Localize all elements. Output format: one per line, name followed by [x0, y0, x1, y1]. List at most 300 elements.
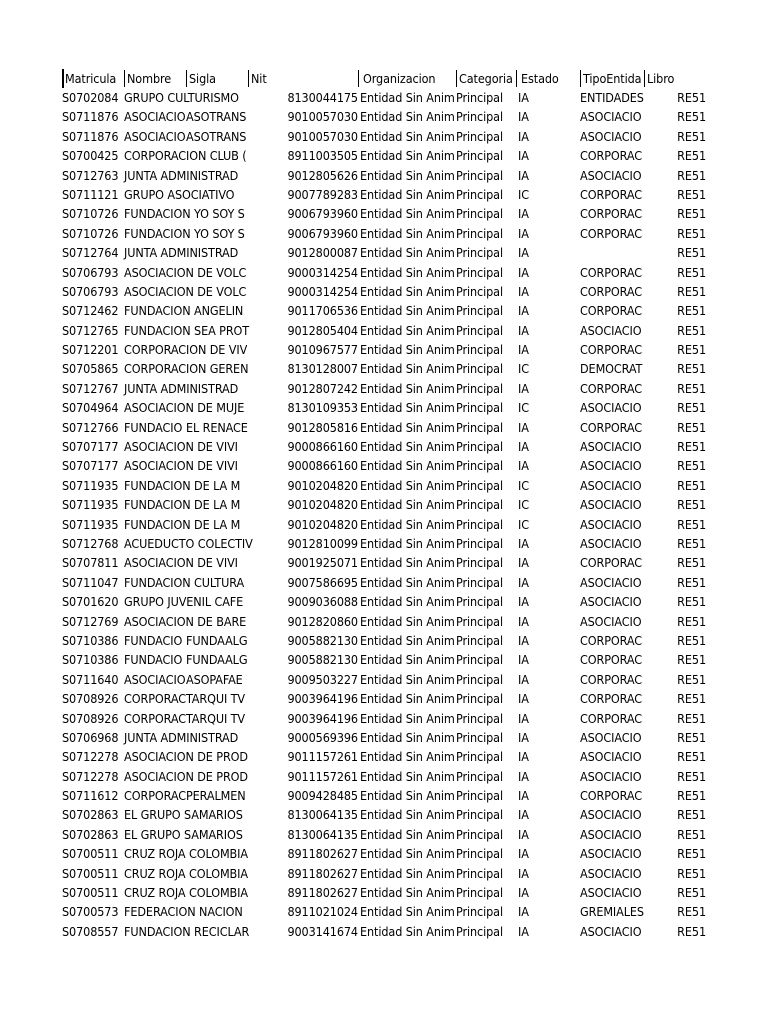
cell-libro[interactable]: RE51	[677, 322, 706, 338]
cell-nombre[interactable]: GRUPO JUVENIL CAFE	[124, 594, 244, 610]
cell-estado[interactable]: IA	[518, 439, 529, 455]
cell-libro[interactable]: RE51	[677, 361, 706, 377]
cell-organizacion[interactable]: Entidad Sin Anim	[360, 90, 455, 105]
cell-tipoentidad[interactable]: ASOCIACIO	[580, 923, 642, 939]
cell-nit[interactable]: 9009036088	[287, 594, 358, 610]
header-tipoentidad[interactable]: TipoEntida	[581, 70, 645, 87]
cell-estado[interactable]: IA	[518, 749, 529, 765]
cell-nit[interactable]: 8911802627	[287, 846, 358, 862]
cell-nit[interactable]: 9010204820	[287, 516, 358, 532]
cell-libro[interactable]: RE51	[677, 90, 706, 105]
header-nombre[interactable]: Nombre	[125, 70, 187, 87]
cell-libro[interactable]: RE51	[677, 632, 706, 648]
cell-libro[interactable]: RE51	[677, 788, 706, 804]
cell-categoria[interactable]: Principal	[456, 380, 504, 396]
cell-sigla[interactable]	[186, 825, 248, 844]
cell-sigla[interactable]: FUNDAALG	[186, 652, 248, 668]
cell-categoria[interactable]: Principal	[456, 303, 504, 319]
cell-sigla[interactable]: ASOTRANS	[186, 128, 247, 144]
cell-libro[interactable]: RE51	[677, 923, 706, 939]
cell-estado[interactable]: IA	[518, 128, 529, 144]
cell-matricula[interactable]: S0710726	[62, 206, 119, 222]
cell-categoria[interactable]: Principal	[456, 419, 504, 435]
cell-categoria[interactable]: Principal	[456, 632, 504, 648]
cell-sigla[interactable]	[186, 146, 248, 165]
cell-sigla[interactable]	[186, 282, 248, 301]
cell-matricula[interactable]: S0712766	[62, 419, 119, 435]
cell-sigla[interactable]: ASOPAFAE	[186, 671, 243, 687]
cell-nombre[interactable]: ASOCIACION DE BARE	[124, 613, 247, 629]
cell-libro[interactable]: RE51	[677, 439, 706, 455]
cell-categoria[interactable]: Principal	[456, 361, 504, 377]
cell-libro[interactable]: RE51	[677, 380, 706, 396]
cell-matricula[interactable]: S0711047	[62, 574, 119, 590]
cell-nombre[interactable]: FUNDACIO	[124, 632, 183, 648]
cell-sigla[interactable]	[186, 553, 248, 572]
cell-libro[interactable]: RE51	[677, 613, 706, 629]
cell-organizacion[interactable]: Entidad Sin Anim	[360, 904, 455, 920]
cell-libro[interactable]: RE51	[677, 206, 706, 222]
cell-estado[interactable]: IA	[518, 846, 529, 862]
cell-tipoentidad[interactable]: ASOCIACIO	[580, 167, 642, 183]
cell-nombre[interactable]: CORPORACION GEREN	[124, 361, 249, 377]
cell-libro[interactable]: RE51	[677, 865, 706, 881]
cell-sigla[interactable]	[186, 263, 248, 282]
cell-matricula[interactable]: S0710386	[62, 652, 119, 668]
cell-organizacion[interactable]: Entidad Sin Anim	[360, 923, 455, 939]
cell-nit[interactable]: 8130109353	[287, 400, 358, 416]
cell-organizacion[interactable]: Entidad Sin Anim	[360, 691, 455, 707]
cell-libro[interactable]: RE51	[677, 264, 706, 280]
cell-nit[interactable]: 8911021024	[287, 904, 358, 920]
cell-organizacion[interactable]: Entidad Sin Anim	[360, 671, 455, 687]
cell-matricula[interactable]: S0707811	[62, 555, 119, 571]
cell-estado[interactable]: IA	[518, 458, 529, 474]
cell-nit[interactable]: 9005882130	[287, 652, 358, 668]
cell-nombre[interactable]: FUNDACION DE LA M	[124, 477, 241, 493]
cell-libro[interactable]: RE51	[677, 148, 706, 164]
cell-categoria[interactable]: Principal	[456, 691, 504, 707]
cell-organizacion[interactable]: Entidad Sin Anim	[360, 826, 455, 842]
cell-libro[interactable]: RE51	[677, 807, 706, 823]
cell-nit[interactable]: 9010057030	[287, 109, 358, 125]
cell-tipoentidad[interactable]: ASOCIACIO	[580, 885, 642, 901]
cell-tipoentidad[interactable]: CORPORAC	[580, 283, 642, 299]
cell-matricula[interactable]: S0712765	[62, 322, 119, 338]
cell-tipoentidad[interactable]: CORPORAC	[580, 652, 642, 668]
cell-tipoentidad[interactable]: CORPORAC	[580, 225, 642, 241]
cell-nombre[interactable]: CORPORACION DE VIV	[124, 342, 248, 358]
cell-tipoentidad[interactable]: CORPORAC	[580, 788, 642, 804]
cell-categoria[interactable]: Principal	[456, 729, 504, 745]
cell-matricula[interactable]: S0711935	[62, 477, 119, 493]
cell-organizacion[interactable]: Entidad Sin Anim	[360, 419, 455, 435]
cell-nit[interactable]: 9001925071	[287, 555, 358, 571]
cell-categoria[interactable]: Principal	[456, 497, 504, 513]
cell-tipoentidad[interactable]: ASOCIACIO	[580, 458, 642, 474]
cell-sigla[interactable]	[186, 573, 248, 592]
cell-matricula[interactable]: S0700511	[62, 865, 119, 881]
cell-categoria[interactable]: Principal	[456, 535, 504, 551]
cell-matricula[interactable]: S0708926	[62, 691, 119, 707]
cell-categoria[interactable]: Principal	[456, 768, 504, 784]
cell-organizacion[interactable]: Entidad Sin Anim	[360, 788, 455, 804]
cell-estado[interactable]: IC	[518, 361, 529, 377]
cell-sigla[interactable]	[186, 243, 248, 262]
cell-nombre[interactable]: CRUZ ROJA COLOMBIA	[124, 885, 248, 901]
cell-nombre[interactable]: ASOCIACIO	[124, 109, 186, 125]
cell-estado[interactable]: IA	[518, 167, 529, 183]
cell-nombre[interactable]: FUNDACIO	[124, 419, 183, 435]
cell-categoria[interactable]: Principal	[456, 671, 504, 687]
cell-estado[interactable]: IA	[518, 148, 529, 164]
cell-tipoentidad[interactable]: CORPORAC	[580, 671, 642, 687]
cell-tipoentidad[interactable]: CORPORAC	[580, 380, 642, 396]
cell-nit[interactable]: 9000314254	[287, 264, 358, 280]
cell-sigla[interactable]	[186, 728, 248, 747]
cell-estado[interactable]: IC	[518, 516, 529, 532]
cell-libro[interactable]: RE51	[677, 342, 706, 358]
cell-tipoentidad[interactable]: ASOCIACIO	[580, 846, 642, 862]
cell-nombre[interactable]: ASOCIACION DE VIVI	[124, 439, 238, 455]
cell-sigla[interactable]	[186, 166, 248, 185]
cell-estado[interactable]: IA	[518, 303, 529, 319]
cell-sigla[interactable]	[186, 747, 248, 766]
cell-matricula[interactable]: S0701620	[62, 594, 119, 610]
cell-nit[interactable]: 9011706536	[287, 303, 358, 319]
cell-matricula[interactable]: S0710726	[62, 225, 119, 241]
cell-sigla[interactable]	[186, 224, 248, 243]
cell-matricula[interactable]: S0707177	[62, 439, 119, 455]
cell-matricula[interactable]: S0702863	[62, 826, 119, 842]
cell-matricula[interactable]: S0712763	[62, 167, 119, 183]
cell-matricula[interactable]: S0705865	[62, 361, 119, 377]
cell-nit[interactable]: 9007789283	[287, 186, 358, 202]
cell-estado[interactable]: IC	[518, 477, 529, 493]
cell-categoria[interactable]: Principal	[456, 439, 504, 455]
cell-sigla[interactable]: ASOTRANS	[186, 109, 247, 125]
cell-sigla[interactable]	[186, 612, 248, 631]
cell-organizacion[interactable]: Entidad Sin Anim	[360, 322, 455, 338]
cell-organizacion[interactable]: Entidad Sin Anim	[360, 361, 455, 377]
cell-sigla[interactable]: TARQUI TV	[186, 691, 246, 707]
cell-nombre[interactable]: FUNDACION ANGELIN	[124, 303, 244, 319]
cell-nit[interactable]: 9000314254	[287, 283, 358, 299]
cell-categoria[interactable]: Principal	[456, 225, 504, 241]
cell-nombre[interactable]: FEDERACION NACION	[124, 904, 243, 920]
cell-nombre[interactable]: FUNDACION RECICLAR	[124, 923, 250, 939]
cell-libro[interactable]: RE51	[677, 768, 706, 784]
cell-estado[interactable]: IA	[518, 206, 529, 222]
cell-estado[interactable]: IA	[518, 245, 529, 261]
cell-estado[interactable]: IA	[518, 865, 529, 881]
cell-nit[interactable]: 8130044175	[287, 90, 358, 105]
cell-sigla[interactable]	[186, 301, 248, 320]
cell-categoria[interactable]: Principal	[456, 923, 504, 939]
cell-nombre[interactable]: JUNTA ADMINISTRAD	[124, 380, 239, 396]
cell-matricula[interactable]: S0704964	[62, 400, 119, 416]
cell-libro[interactable]: RE51	[677, 652, 706, 668]
cell-categoria[interactable]: Principal	[456, 613, 504, 629]
cell-tipoentidad[interactable]: ASOCIACIO	[580, 109, 642, 125]
cell-organizacion[interactable]: Entidad Sin Anim	[360, 632, 455, 648]
cell-nit[interactable]: 9000866160	[287, 458, 358, 474]
cell-tipoentidad[interactable]: CORPORAC	[580, 419, 642, 435]
cell-categoria[interactable]: Principal	[456, 322, 504, 338]
cell-libro[interactable]: RE51	[677, 574, 706, 590]
cell-organizacion[interactable]: Entidad Sin Anim	[360, 652, 455, 668]
cell-categoria[interactable]: Principal	[456, 206, 504, 222]
cell-categoria[interactable]: Principal	[456, 186, 504, 202]
cell-organizacion[interactable]: Entidad Sin Anim	[360, 245, 455, 261]
cell-matricula[interactable]: S0712769	[62, 613, 119, 629]
cell-matricula[interactable]: S0707177	[62, 458, 119, 474]
cell-matricula[interactable]: S0712278	[62, 768, 119, 784]
cell-organizacion[interactable]: Entidad Sin Anim	[360, 807, 455, 823]
cell-tipoentidad[interactable]: DEMOCRAT	[580, 361, 643, 377]
cell-organizacion[interactable]: Entidad Sin Anim	[360, 264, 455, 280]
cell-organizacion[interactable]: Entidad Sin Anim	[360, 516, 455, 532]
cell-organizacion[interactable]: Entidad Sin Anim	[360, 342, 455, 358]
cell-estado[interactable]: IA	[518, 264, 529, 280]
cell-nit[interactable]: 9012805404	[287, 322, 358, 338]
cell-categoria[interactable]: Principal	[456, 90, 504, 105]
cell-tipoentidad[interactable]: ASOCIACIO	[580, 768, 642, 784]
cell-nit[interactable]: 9000569396	[287, 729, 358, 745]
cell-nombre[interactable]: CRUZ ROJA COLOMBIA	[124, 865, 248, 881]
cell-tipoentidad[interactable]: ASOCIACIO	[580, 807, 642, 823]
cell-estado[interactable]: IA	[518, 729, 529, 745]
cell-estado[interactable]: IA	[518, 923, 529, 939]
cell-organizacion[interactable]: Entidad Sin Anim	[360, 167, 455, 183]
cell-estado[interactable]: IA	[518, 535, 529, 551]
cell-categoria[interactable]: Principal	[456, 167, 504, 183]
cell-sigla[interactable]	[186, 321, 248, 340]
cell-organizacion[interactable]: Entidad Sin Anim	[360, 109, 455, 125]
cell-nombre[interactable]: ASOCIACION DE VIVI	[124, 458, 238, 474]
cell-organizacion[interactable]: Entidad Sin Anim	[360, 865, 455, 881]
cell-nombre[interactable]: FUNDACION CULTURA	[124, 574, 245, 590]
cell-matricula[interactable]: S0712764	[62, 245, 119, 261]
cell-libro[interactable]: RE51	[677, 477, 706, 493]
cell-categoria[interactable]: Principal	[456, 148, 504, 164]
cell-sigla[interactable]: EL RENACE	[186, 419, 248, 435]
cell-nit[interactable]: 9010204820	[287, 477, 358, 493]
cell-tipoentidad[interactable]: ASOCIACIO	[580, 439, 642, 455]
cell-categoria[interactable]: Principal	[456, 555, 504, 571]
cell-nombre[interactable]: CORPORACION CLUB (	[124, 148, 247, 164]
cell-nit[interactable]: 9011157261	[287, 768, 358, 784]
cell-libro[interactable]: RE51	[677, 400, 706, 416]
cell-matricula[interactable]: S0712201	[62, 342, 119, 358]
cell-nit[interactable]: 9010057030	[287, 128, 358, 144]
cell-categoria[interactable]: Principal	[456, 749, 504, 765]
cell-tipoentidad[interactable]: ASOCIACIO	[580, 826, 642, 842]
cell-organizacion[interactable]: Entidad Sin Anim	[360, 710, 455, 726]
cell-libro[interactable]: RE51	[677, 458, 706, 474]
cell-libro[interactable]: RE51	[677, 128, 706, 144]
cell-tipoentidad[interactable]: CORPORAC	[580, 264, 642, 280]
cell-organizacion[interactable]: Entidad Sin Anim	[360, 846, 455, 862]
cell-nit[interactable]: 9009503227	[287, 671, 358, 687]
cell-nombre[interactable]: GRUPO CULTURISMO	[124, 90, 239, 105]
cell-sigla[interactable]: FUNDAALG	[186, 632, 248, 648]
cell-nit[interactable]: 9003964196	[287, 691, 358, 707]
cell-tipoentidad[interactable]: CORPORAC	[580, 710, 642, 726]
cell-libro[interactable]: RE51	[677, 186, 706, 202]
cell-nombre[interactable]: CORPORAC	[124, 788, 186, 804]
cell-nit[interactable]: 9010204820	[287, 497, 358, 513]
cell-libro[interactable]: RE51	[677, 729, 706, 745]
cell-libro[interactable]: RE51	[677, 303, 706, 319]
cell-categoria[interactable]: Principal	[456, 477, 504, 493]
cell-organizacion[interactable]: Entidad Sin Anim	[360, 477, 455, 493]
cell-estado[interactable]: IA	[518, 632, 529, 648]
cell-tipoentidad[interactable]: CORPORAC	[580, 186, 642, 202]
cell-categoria[interactable]: Principal	[456, 710, 504, 726]
cell-estado[interactable]: IA	[518, 768, 529, 784]
cell-nit[interactable]: 9012805816	[287, 419, 358, 435]
cell-sigla[interactable]	[186, 204, 248, 223]
cell-matricula[interactable]: S0711876	[62, 128, 119, 144]
header-libro[interactable]: Libro	[647, 71, 675, 86]
cell-nombre[interactable]: FUNDACION YO SOY S	[124, 206, 245, 222]
cell-nombre[interactable]: ASOCIACION DE VOLC	[124, 264, 247, 280]
cell-libro[interactable]: RE51	[677, 885, 706, 901]
cell-tipoentidad[interactable]: CORPORAC	[580, 632, 642, 648]
cell-estado[interactable]: IA	[518, 225, 529, 241]
cell-nit[interactable]: 9012820860	[287, 613, 358, 629]
cell-organizacion[interactable]: Entidad Sin Anim	[360, 148, 455, 164]
cell-nombre[interactable]: CRUZ ROJA COLOMBIA	[124, 846, 248, 862]
cell-sigla[interactable]	[186, 805, 248, 824]
cell-libro[interactable]: RE51	[677, 225, 706, 241]
cell-nombre[interactable]: ASOCIACION DE PROD	[124, 768, 248, 784]
cell-nombre[interactable]: ASOCIACIO	[124, 671, 186, 687]
cell-organizacion[interactable]: Entidad Sin Anim	[360, 613, 455, 629]
cell-nit[interactable]: 9012807242	[287, 380, 358, 396]
cell-tipoentidad[interactable]: ASOCIACIO	[580, 535, 642, 551]
cell-organizacion[interactable]: Entidad Sin Anim	[360, 768, 455, 784]
cell-sigla[interactable]	[186, 476, 248, 495]
cell-sigla[interactable]	[186, 534, 248, 553]
cell-nit[interactable]: 9003964196	[287, 710, 358, 726]
cell-estado[interactable]: IA	[518, 671, 529, 687]
cell-estado[interactable]: IA	[518, 788, 529, 804]
cell-categoria[interactable]: Principal	[456, 652, 504, 668]
cell-estado[interactable]: IA	[518, 594, 529, 610]
header-organizacion[interactable]: Organizacion	[361, 70, 457, 87]
cell-matricula[interactable]: S0711935	[62, 516, 119, 532]
cell-sigla[interactable]	[186, 359, 248, 378]
cell-estado[interactable]: IA	[518, 904, 529, 920]
cell-estado[interactable]: IA	[518, 826, 529, 842]
cell-estado[interactable]: IA	[518, 109, 529, 125]
cell-organizacion[interactable]: Entidad Sin Anim	[360, 749, 455, 765]
cell-sigla[interactable]	[186, 515, 248, 534]
cell-nombre[interactable]: FUNDACION DE LA M	[124, 516, 241, 532]
cell-nit[interactable]: 8911003505	[287, 148, 358, 164]
cell-libro[interactable]: RE51	[677, 691, 706, 707]
cell-categoria[interactable]: Principal	[456, 283, 504, 299]
cell-libro[interactable]: RE51	[677, 555, 706, 571]
cell-tipoentidad[interactable]: CORPORAC	[580, 691, 642, 707]
cell-nombre[interactable]: FUNDACIO	[124, 652, 183, 668]
header-estado[interactable]: Estado	[519, 70, 581, 87]
cell-nit[interactable]: 9011157261	[287, 749, 358, 765]
cell-matricula[interactable]: S0711876	[62, 109, 119, 125]
cell-libro[interactable]: RE51	[677, 826, 706, 842]
cell-estado[interactable]: IA	[518, 322, 529, 338]
cell-estado[interactable]: IC	[518, 186, 529, 202]
cell-nombre[interactable]: JUNTA ADMINISTRAD	[124, 167, 239, 183]
cell-categoria[interactable]: Principal	[456, 128, 504, 144]
cell-libro[interactable]: RE51	[677, 594, 706, 610]
cell-tipoentidad[interactable]: ASOCIACIO	[580, 477, 642, 493]
cell-nombre[interactable]: ACUEDUCTO COLECTIV	[124, 535, 253, 551]
cell-estado[interactable]: IA	[518, 613, 529, 629]
cell-nombre[interactable]: ASOCIACION DE VIVI	[124, 555, 238, 571]
cell-organizacion[interactable]: Entidad Sin Anim	[360, 497, 455, 513]
cell-matricula[interactable]: S0700425	[62, 148, 119, 164]
cell-nit[interactable]: 9005882130	[287, 632, 358, 648]
cell-matricula[interactable]: S0712278	[62, 749, 119, 765]
cell-sigla[interactable]: TARQUI TV	[186, 710, 246, 726]
cell-sigla[interactable]	[186, 495, 248, 514]
cell-tipoentidad[interactable]: CORPORAC	[580, 303, 642, 319]
cell-organizacion[interactable]: Entidad Sin Anim	[360, 458, 455, 474]
cell-nombre[interactable]: ASOCIACION DE PROD	[124, 749, 248, 765]
cell-matricula[interactable]: S0706968	[62, 729, 119, 745]
cell-estado[interactable]: IA	[518, 283, 529, 299]
cell-libro[interactable]: RE51	[677, 904, 706, 920]
cell-categoria[interactable]: Principal	[456, 264, 504, 280]
cell-matricula[interactable]: S0712767	[62, 380, 119, 396]
cell-matricula[interactable]: S0702084	[62, 90, 119, 105]
cell-categoria[interactable]: Principal	[456, 574, 504, 590]
cell-nit[interactable]: 8130064135	[287, 826, 358, 842]
cell-organizacion[interactable]: Entidad Sin Anim	[360, 400, 455, 416]
cell-categoria[interactable]: Principal	[456, 109, 504, 125]
cell-nit[interactable]: 9012810099	[287, 535, 358, 551]
cell-nombre[interactable]: ASOCIACION DE MUJE	[124, 400, 245, 416]
cell-tipoentidad[interactable]: ASOCIACIO	[580, 400, 642, 416]
cell-organizacion[interactable]: Entidad Sin Anim	[360, 283, 455, 299]
cell-estado[interactable]: IA	[518, 342, 529, 358]
cell-tipoentidad[interactable]: ASOCIACIO	[580, 574, 642, 590]
header-matricula[interactable]: Matricula	[63, 70, 125, 87]
cell-matricula[interactable]: S0706793	[62, 283, 119, 299]
cell-matricula[interactable]: S0711121	[62, 186, 119, 202]
cell-estado[interactable]: IA	[518, 652, 529, 668]
cell-organizacion[interactable]: Entidad Sin Anim	[360, 206, 455, 222]
cell-organizacion[interactable]: Entidad Sin Anim	[360, 594, 455, 610]
cell-matricula[interactable]: S0711935	[62, 497, 119, 513]
cell-organizacion[interactable]: Entidad Sin Anim	[360, 885, 455, 901]
cell-tipoentidad[interactable]: ASOCIACIO	[580, 749, 642, 765]
cell-nombre[interactable]: JUNTA ADMINISTRAD	[124, 245, 239, 261]
cell-tipoentidad[interactable]: ENTIDADES	[580, 90, 644, 105]
cell-sigla[interactable]	[186, 844, 248, 863]
header-nit[interactable]: Nit	[249, 70, 359, 87]
cell-tipoentidad[interactable]: CORPORAC	[580, 555, 642, 571]
cell-matricula[interactable]: S0702863	[62, 807, 119, 823]
cell-libro[interactable]: RE51	[677, 167, 706, 183]
cell-sigla[interactable]	[186, 398, 248, 417]
cell-sigla[interactable]: PERALMEN	[186, 788, 246, 804]
cell-tipoentidad[interactable]: ASOCIACIO	[580, 865, 642, 881]
header-categoria[interactable]: Categoria	[457, 70, 517, 87]
